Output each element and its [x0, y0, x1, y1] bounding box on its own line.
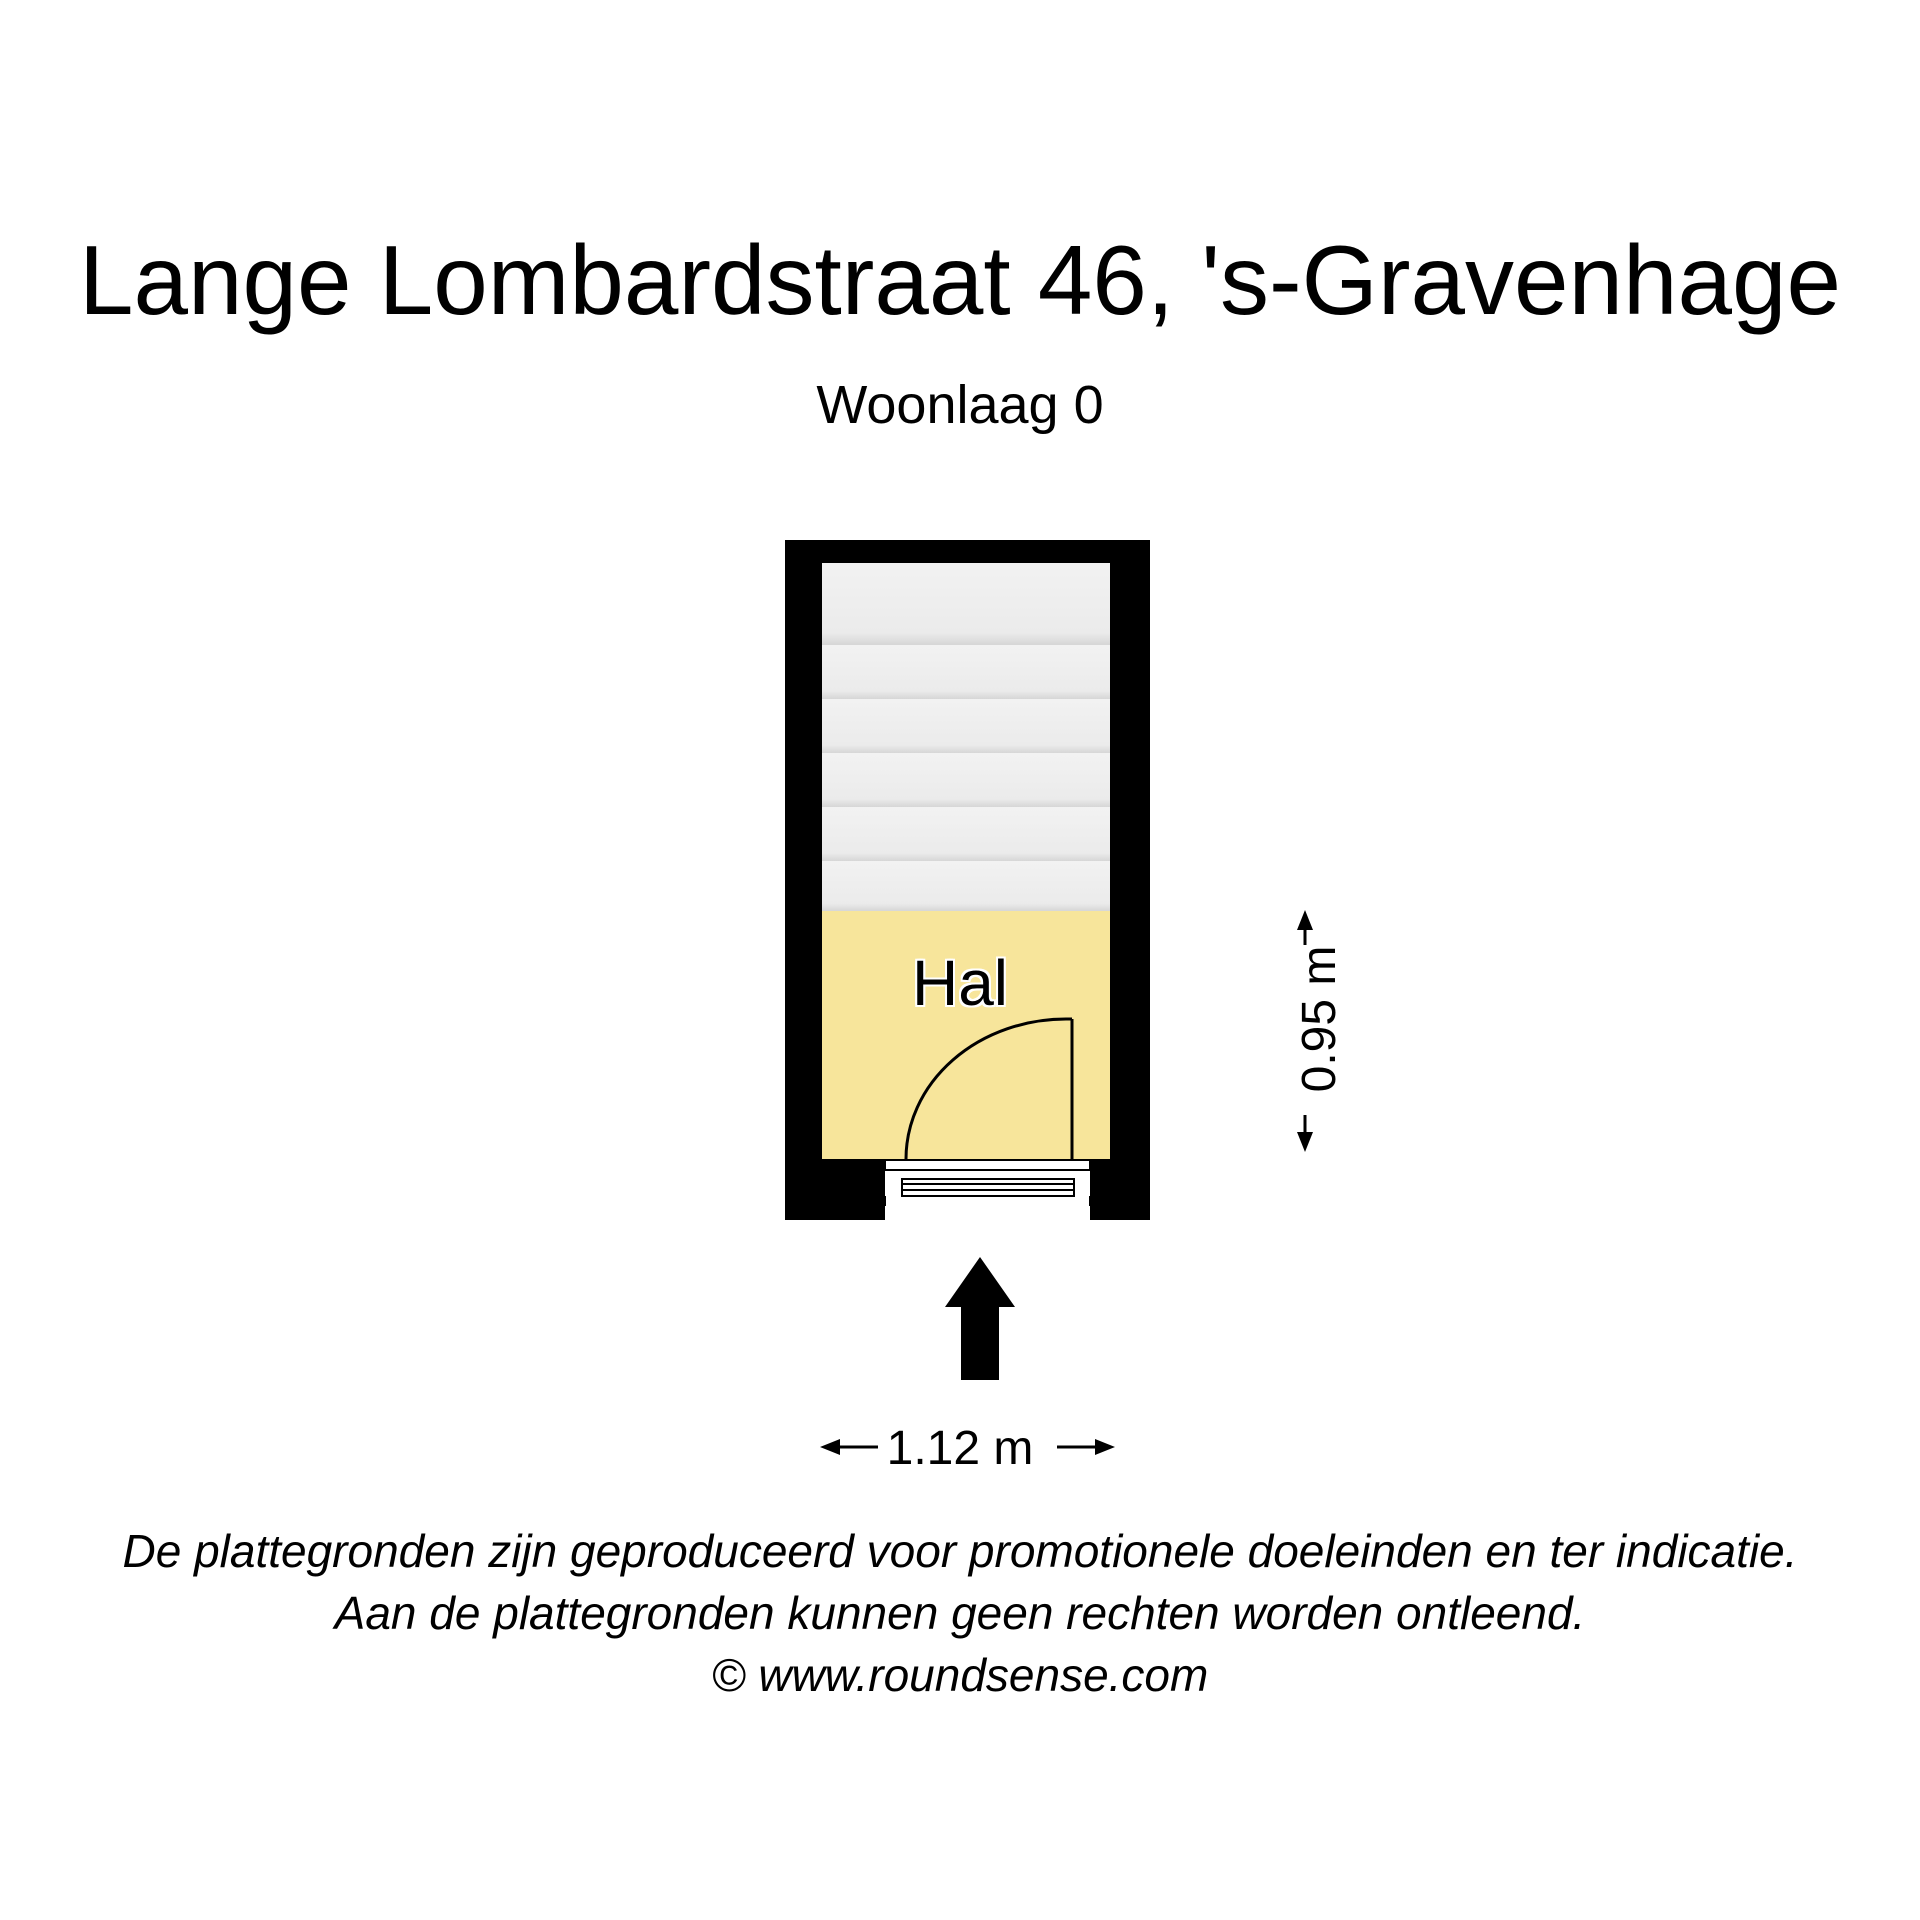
stair-step	[822, 699, 1110, 753]
staircase	[822, 563, 1110, 911]
stair-step	[822, 563, 1110, 645]
height-dimension: 0.95 m	[1293, 945, 1346, 1093]
stair-step	[822, 753, 1110, 807]
disclaimer	[0, 1520, 1920, 1706]
arrow-up-icon	[945, 1257, 1015, 1380]
width-dimension: 1.12 m	[886, 1422, 1034, 1475]
stair-step	[822, 645, 1110, 699]
disclaimer-line-1: De plattegronden zijn geproduceerd voor promotionele doeleinden en ter indicatie.	[122, 1525, 1798, 1577]
disclaimer-line-2: Aan de plattegronden kunnen geen rechten worden ontleend.	[334, 1587, 1586, 1639]
page-title: Lange Lombardstraat 46, 's-Gravenhage	[78, 225, 1842, 335]
stair-step	[822, 861, 1110, 911]
room-label-hal: Hal	[911, 947, 1009, 1019]
stair-step	[822, 807, 1110, 861]
floor-label: Woonlaag 0	[816, 375, 1104, 435]
copyright: © www.roundsense.com	[711, 1649, 1209, 1701]
